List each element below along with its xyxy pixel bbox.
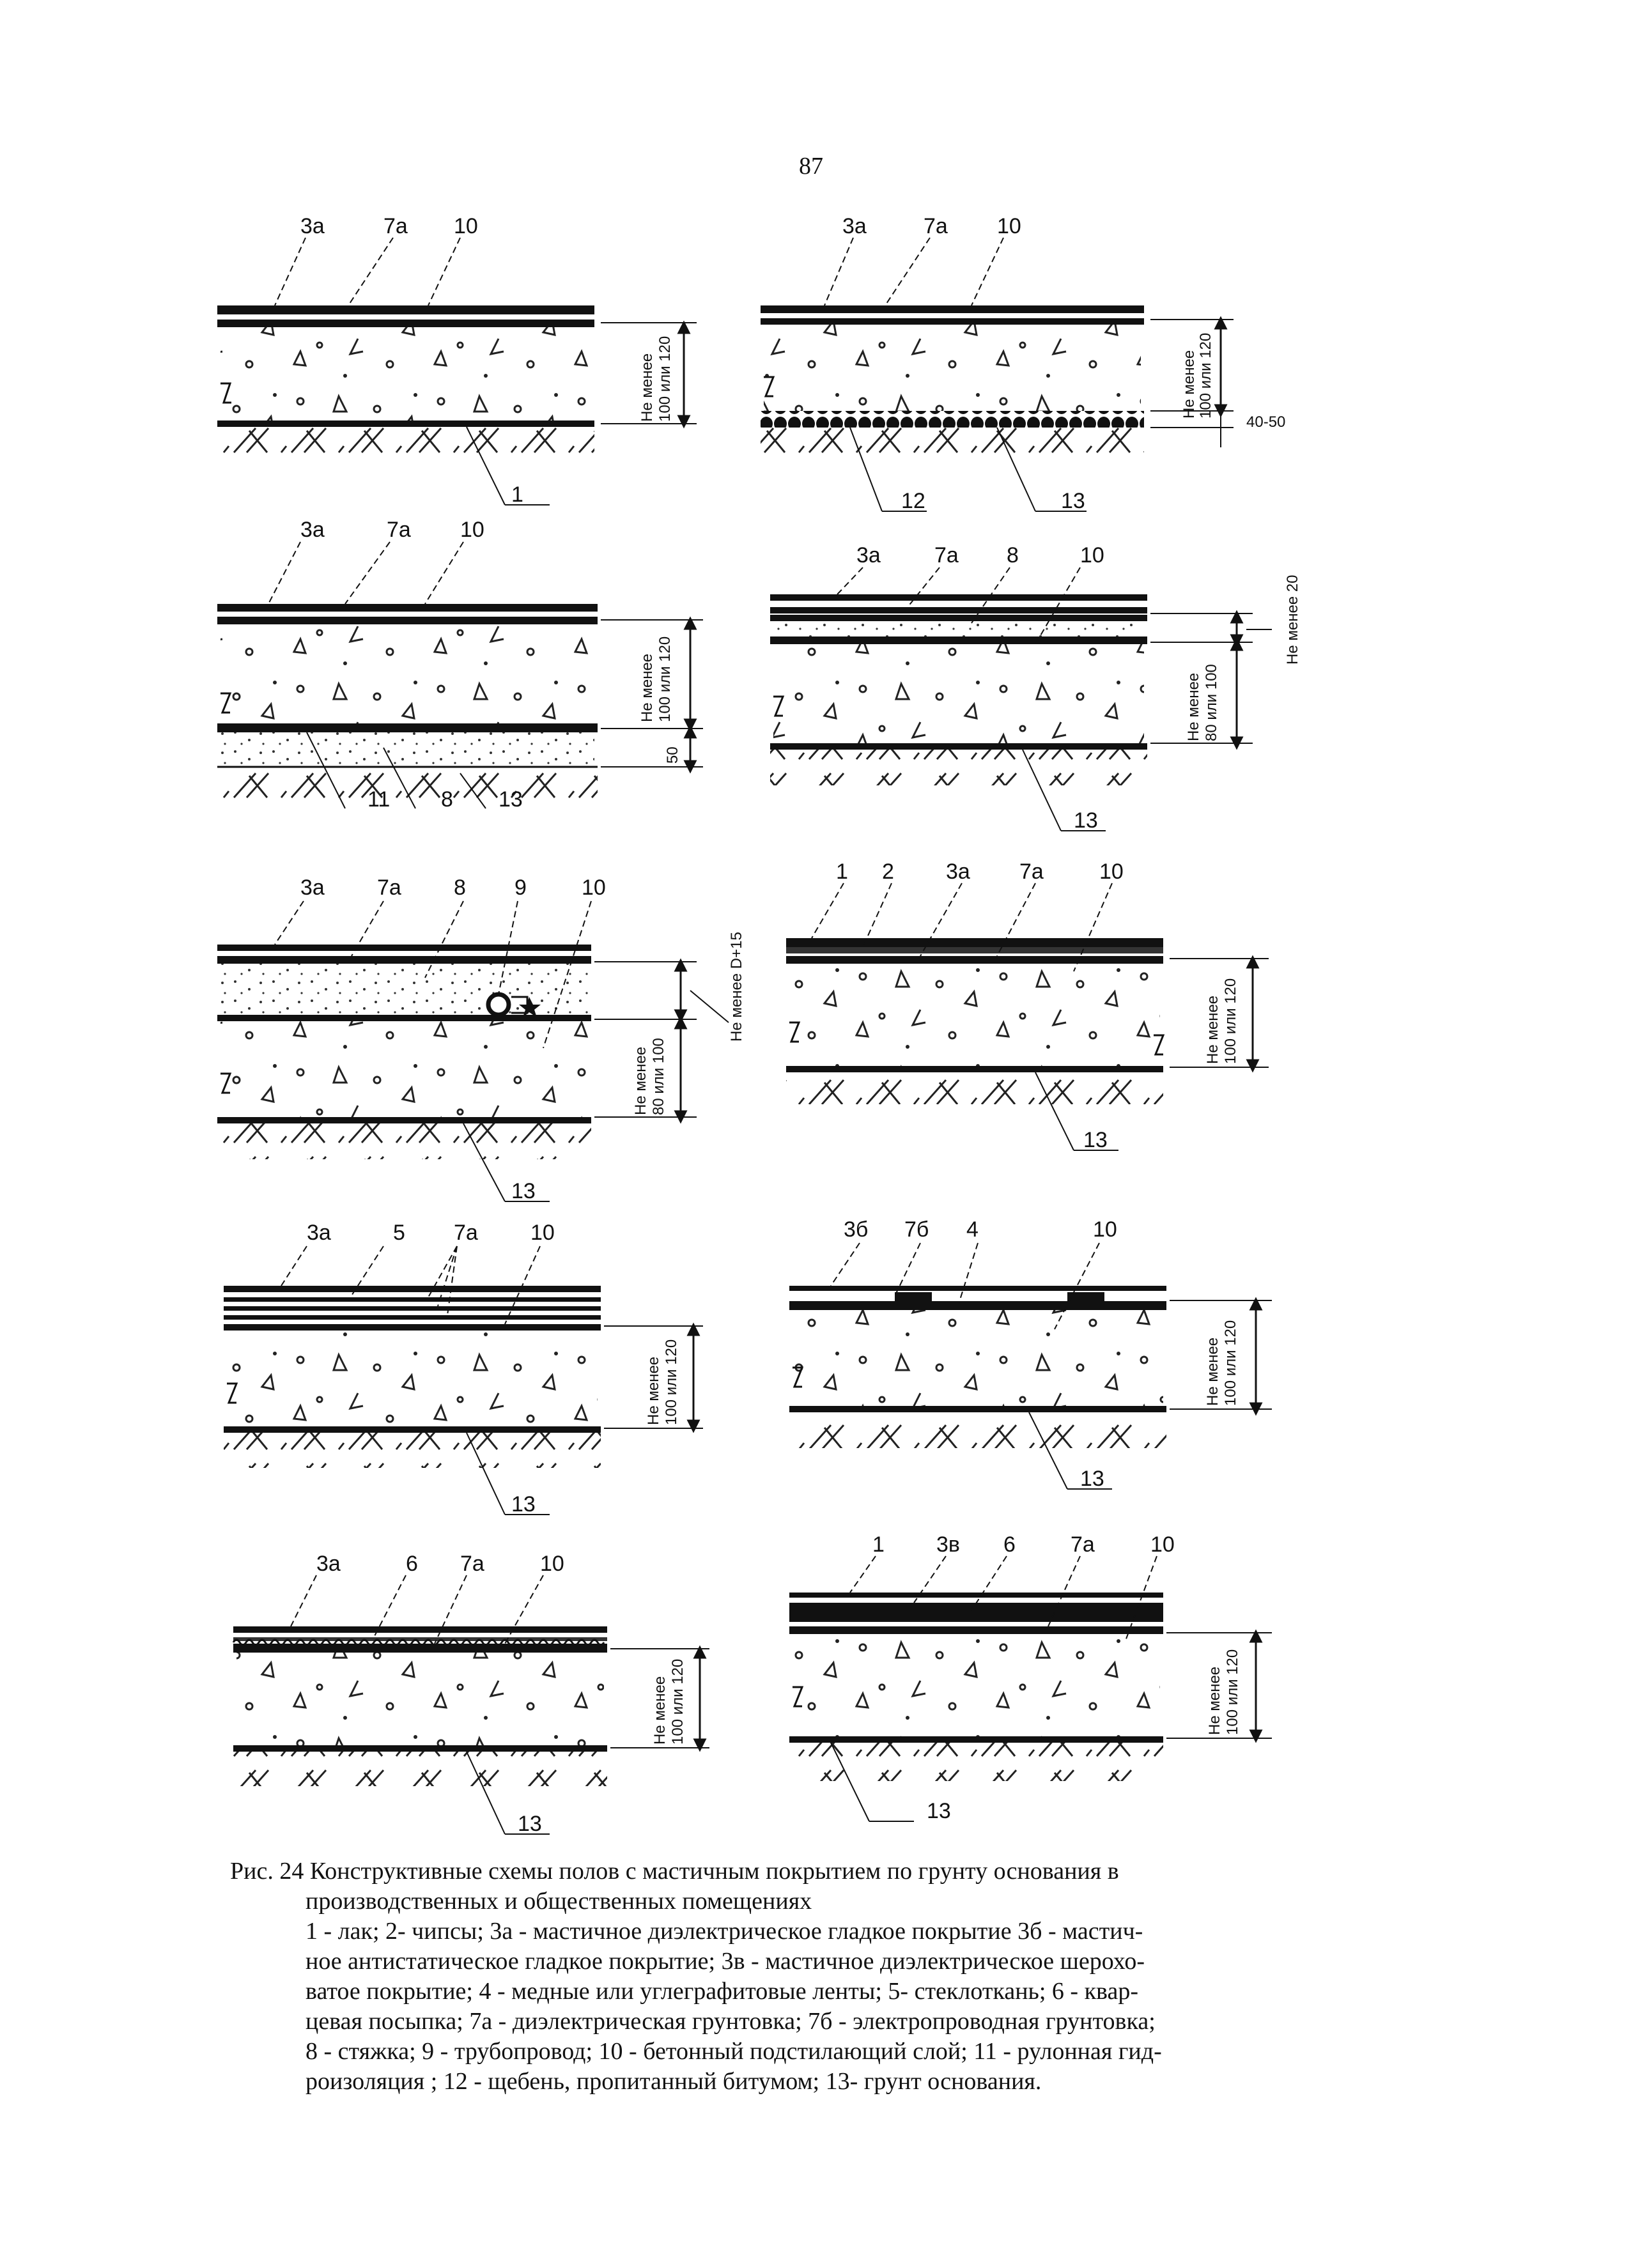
panel-2 xyxy=(761,238,1234,511)
page-number: 87 xyxy=(799,153,823,180)
label-3a: 3a xyxy=(856,543,881,567)
label-1: 1 xyxy=(872,1532,885,1557)
dim-label-line2: 80 или 100 xyxy=(1203,664,1220,741)
label-13: 13 xyxy=(1083,1128,1108,1152)
label-13: 13 xyxy=(518,1812,542,1836)
dim-label-line1: Не менее xyxy=(1185,672,1202,741)
dim-label-line1: Не менее xyxy=(638,353,656,422)
caption-title-line2: производственных и общественных помещениях xyxy=(306,1888,812,1915)
dim-label-line1: Не менее xyxy=(632,1046,649,1115)
label-13: 13 xyxy=(1061,489,1085,513)
label-2: 2 xyxy=(882,860,894,884)
label-8: 8 xyxy=(1007,543,1019,567)
label-1: 1 xyxy=(836,860,848,884)
label-10: 10 xyxy=(1099,860,1124,884)
label-13: 13 xyxy=(1074,808,1098,833)
label-10: 10 xyxy=(1093,1217,1117,1242)
dim-label-line1: Не менее xyxy=(638,653,656,722)
label-10: 10 xyxy=(997,214,1021,238)
dim-label-line1: Не менее xyxy=(651,1676,669,1745)
label-13: 13 xyxy=(511,1492,536,1516)
label-3a: 3a xyxy=(300,518,325,542)
label-3v: 3в xyxy=(936,1532,960,1557)
panel-3 xyxy=(217,542,703,808)
figure-caption xyxy=(230,1856,1265,2097)
label-7a: 7a xyxy=(1071,1532,1095,1557)
label-10: 10 xyxy=(1080,543,1104,567)
label-11: 11 xyxy=(367,787,391,812)
caption-legend-line: 1 - лак; 2- чипсы; 3а - мастичное диэлектрическое гладкое покрытие 3б - мастич- xyxy=(306,1918,1143,1945)
dim-not-less-d15: Не менее D+15 xyxy=(728,932,745,1042)
label-8: 8 xyxy=(441,787,453,812)
caption-title-line1: Рис. 24 Конструктивные схемы полов с мастичным покрытием по грунту основания в xyxy=(230,1858,1119,1885)
label-3a: 3a xyxy=(300,876,325,900)
label-3a: 3a xyxy=(307,1221,331,1245)
label-13: 13 xyxy=(1080,1467,1104,1491)
panel-7 xyxy=(224,1246,703,1515)
label-7a: 7a xyxy=(924,214,948,238)
label-12: 12 xyxy=(901,489,925,513)
label-10: 10 xyxy=(460,518,484,542)
caption-legend-line: цевая посыпка; 7а - диэлектрическая грунтовка; 7б - электропроводная грунтовка; xyxy=(306,2008,1156,2035)
label-8: 8 xyxy=(454,876,466,900)
panel-8 xyxy=(789,1243,1272,1489)
dim-label-line1: Не менее xyxy=(1204,1337,1221,1406)
label-10: 10 xyxy=(1150,1532,1175,1557)
label-3a: 3a xyxy=(946,860,970,884)
dim-40-50: 40-50 xyxy=(1246,413,1286,431)
label-5: 5 xyxy=(393,1221,405,1245)
label-7a: 7a xyxy=(934,543,959,567)
dim-label-line1: Не менее xyxy=(1204,995,1221,1064)
dim-label-line1: Не менее xyxy=(1206,1666,1223,1735)
label-6: 6 xyxy=(406,1552,418,1576)
dim-label-line2: 100 или 120 xyxy=(669,1658,686,1745)
dim-not-less-20: Не менее 20 xyxy=(1284,575,1301,665)
label-7a: 7a xyxy=(387,518,411,542)
label-7a: 7a xyxy=(460,1552,484,1576)
dim-label-line1: Не менее xyxy=(645,1356,662,1425)
dim-label-line2: 100 или 120 xyxy=(1222,978,1239,1064)
label-3a: 3a xyxy=(316,1552,341,1576)
label-7a: 7a xyxy=(383,214,408,238)
caption-legend-line: роизоляция ; 12 - щебень, пропитанный битумом; 13- грунт основания. xyxy=(306,2068,1042,2095)
panel-10 xyxy=(789,1556,1272,1821)
label-3a: 3a xyxy=(842,214,867,238)
caption-legend-line: ное антистатическое гладкое покрытие; 3в - мастичное диэлектрическое шерохо- xyxy=(306,1948,1145,1975)
dim-label-line2: 100 или 120 xyxy=(1224,1649,1241,1735)
label-13: 13 xyxy=(927,1799,951,1823)
dim-label-line2: 100 или 120 xyxy=(1222,1320,1239,1406)
panel-6 xyxy=(786,883,1269,1150)
dim-label-line2: 80 или 100 xyxy=(650,1038,667,1115)
label-9: 9 xyxy=(514,876,527,900)
label-13: 13 xyxy=(511,1179,536,1203)
dim-label-line1: Не менее xyxy=(1180,350,1198,419)
dim-50: 50 xyxy=(664,746,681,764)
label-10: 10 xyxy=(540,1552,564,1576)
label-13: 13 xyxy=(499,787,523,812)
dim-label-line2: 100 или 120 xyxy=(1197,332,1214,419)
dim-label-line2: 100 или 120 xyxy=(663,1339,680,1425)
dim-label-line2: 100 или 120 xyxy=(656,336,674,422)
label-3a: 3a xyxy=(300,214,325,238)
label-1: 1 xyxy=(511,482,523,507)
label-7a: 7a xyxy=(454,1221,478,1245)
panel-1 xyxy=(217,238,697,505)
label-10: 10 xyxy=(582,876,606,900)
label-6: 6 xyxy=(1003,1532,1016,1557)
label-10: 10 xyxy=(530,1221,555,1245)
label-10: 10 xyxy=(454,214,478,238)
label-3b: 3б xyxy=(844,1217,869,1242)
label-7a: 7a xyxy=(377,876,401,900)
label-7a: 7a xyxy=(1019,860,1044,884)
dim-label-line2: 100 или 120 xyxy=(656,636,674,722)
label-7b: 7б xyxy=(904,1217,929,1242)
panel-9 xyxy=(233,1575,709,1834)
caption-legend-line: ватое покрытие; 4 - медные или углеграфитовые ленты; 5- стеклоткань; 6 - квар- xyxy=(306,1978,1139,2005)
label-4: 4 xyxy=(966,1217,979,1242)
caption-legend-line: 8 - стяжка; 9 - трубопровод; 10 - бетонный подстилающий слой; 11 - рулонная гид- xyxy=(306,2038,1162,2065)
